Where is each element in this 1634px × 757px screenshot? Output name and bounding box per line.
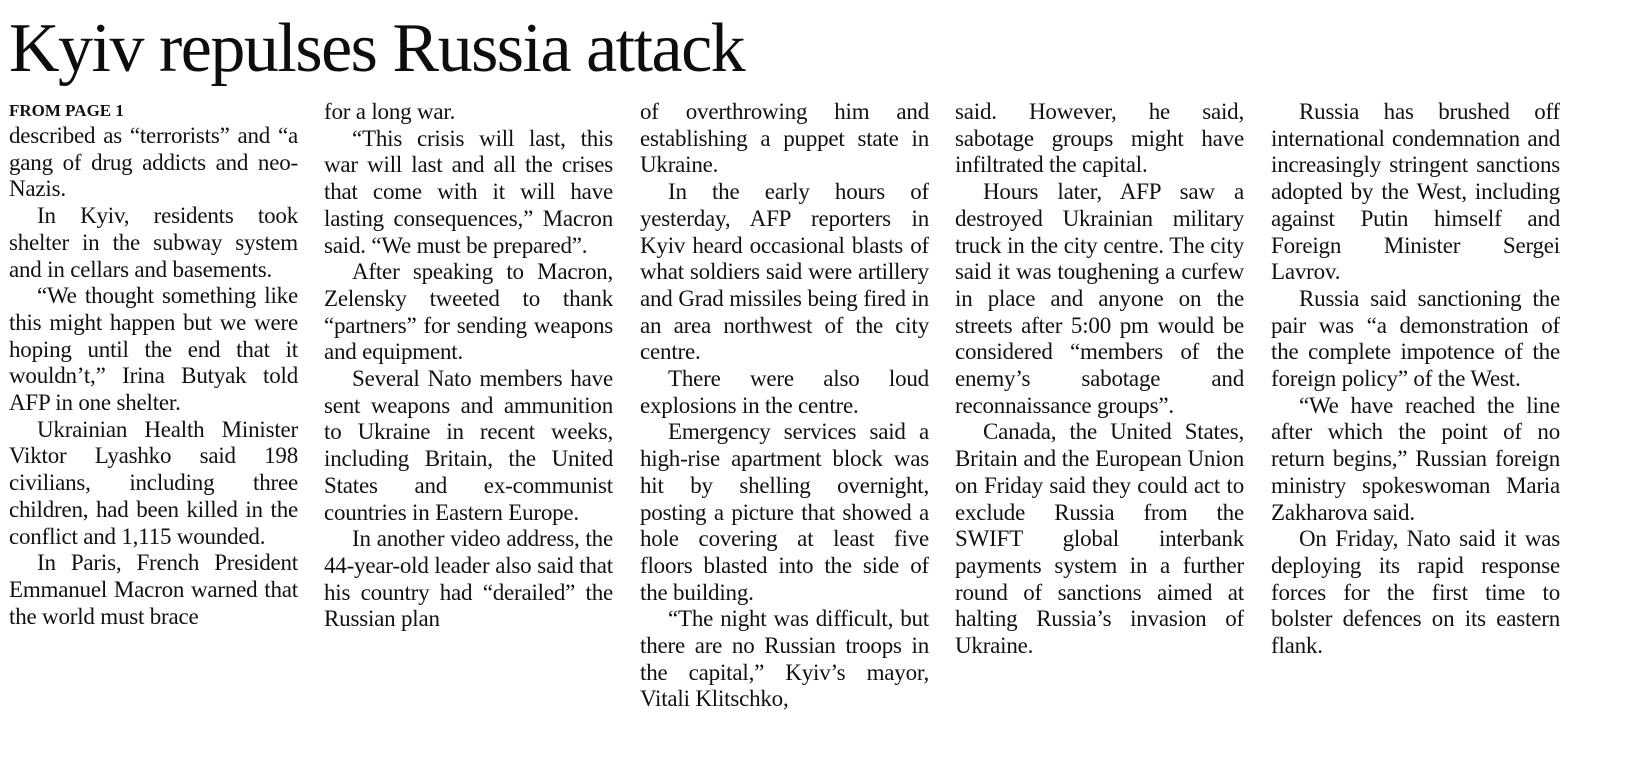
- article-paragraph: described as “terrorists” and “a gang of drug addicts and neo-Nazis.: [9, 123, 298, 202]
- article-column-3: [640, 99, 929, 749]
- article-paragraph: On Friday, Nato said it was deploying its rapid response forces for the first time to bolster defences on its eastern flank.: [1271, 526, 1560, 659]
- article-paragraph: In another video address, the 44-year-old leader also said that his country had “derailed” the Russian plan: [324, 526, 613, 632]
- headline: Kyiv repulses Russia attack: [9, 10, 745, 87]
- article-paragraph: “This crisis will last, this war will last and all the crises that come with it will have lasting consequences,” Macron said. “We must be prepared”.: [324, 125, 613, 258]
- article-column-1: [9, 99, 298, 749]
- article-paragraph: Russia said sanctioning the pair was “a demonstration of the complete impotence of the foreign policy” of the West.: [1271, 285, 1560, 392]
- article-body: [9, 99, 1559, 749]
- article-paragraph: Canada, the United States, Britain and the European Union on Friday said they could act to exclude Russia from the SWIFT global interbank payments system in a further round of sanctions aimed at halting Russia’s invasion of Ukraine.: [955, 419, 1244, 659]
- article-column-4: [955, 99, 1244, 749]
- article-paragraph: said. However, he said, sabotage groups might have infiltrated the capital.: [955, 99, 1244, 178]
- article-paragraph: Russia has brushed off international condemnation and increasingly stringent sanctions adopted by the West, including against Putin himself and Foreign Minister Sergei Lavrov.: [1271, 99, 1560, 285]
- article-paragraph: After speaking to Macron, Zelensky tweeted to thank “partners” for sending weapons and equipment.: [324, 259, 613, 365]
- article-paragraph: Emergency services said a high-rise apartment block was hit by shelling overnight, posting a picture that showed a hole covering at least five floors blasted into the side of the building.: [640, 419, 929, 605]
- article-paragraph: In the early hours of yesterday, AFP reporters in Kyiv heard occasional blasts of what soldiers said were artillery and Grad missiles being fired in an area northwest of the city centre.: [640, 179, 929, 365]
- article-paragraph: “We have reached the line after which the point of no return begins,” Russian foreign ministry spokeswoman Maria Zakharova said.: [1271, 392, 1560, 525]
- article-paragraph: In Paris, French President Emmanuel Macron warned that the world must brace: [9, 550, 298, 629]
- article-paragraph: Ukrainian Health Minister Viktor Lyashko said 198 civilians, including three children, had been killed in the conflict and 1,115 wounded.: [9, 416, 298, 549]
- article-paragraph: “We thought something like this might happen but we were hoping until the end that it wouldn’t,” Irina Butyak told AFP in one shelter.: [9, 283, 298, 416]
- article-paragraph: Several Nato members have sent weapons and ammunition to Ukraine in recent weeks, including Britain, the United States and ex-communist countries in Eastern Europe.: [324, 366, 613, 525]
- article-paragraph: There were also loud explosions in the centre.: [640, 366, 929, 418]
- article-paragraph: for a long war.: [324, 99, 456, 124]
- article-column-5: [1271, 99, 1560, 749]
- article-paragraph: In Kyiv, residents took shelter in the subway system and in cellars and basements.: [9, 203, 298, 282]
- article-paragraph: of overthrowing him and establishing a puppet state in Ukraine.: [640, 99, 929, 178]
- article-paragraph: “The night was difficult, but there are no Russian troops in the capital,” Kyiv’s mayor, Vitali Klitschko,: [640, 606, 929, 712]
- article-paragraph: Hours later, AFP saw a destroyed Ukrainian military truck in the city centre. The city said it was toughening a curfew in place and anyone on the streets after 5:00 pm would be considered “members of the enemy’s sabotage and reconnaissance groups”.: [955, 179, 1244, 418]
- article-column-2: [324, 99, 613, 749]
- kicker-from-page: FROM PAGE 1: [9, 101, 124, 120]
